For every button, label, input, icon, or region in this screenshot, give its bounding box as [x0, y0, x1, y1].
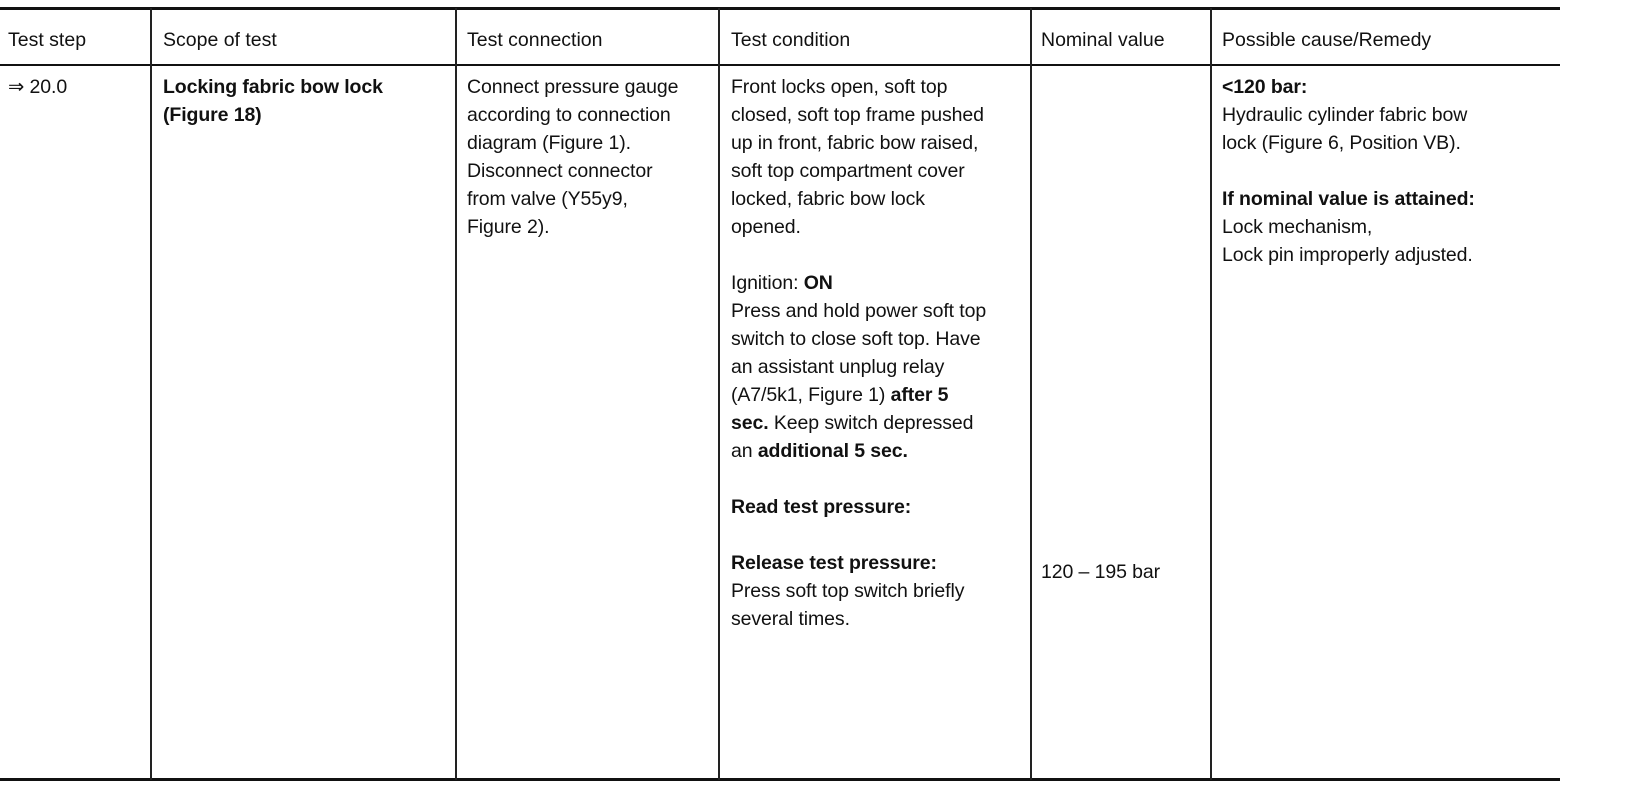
possible-cause-remedy-cell [1222, 73, 1558, 269]
column-separator [1210, 8, 1212, 780]
remedy-line: Hydraulic cylinder fabric bow [1222, 104, 1468, 126]
header-test-step: Test step [8, 29, 87, 51]
header-test-condition: Test condition [731, 29, 851, 51]
condition-line: soft top compartment cover [731, 160, 965, 182]
connection-line: diagram (Figure 1). [467, 132, 631, 154]
column-separator [150, 8, 152, 780]
ignition-line [731, 269, 1031, 297]
scope-title: Locking fabric bow lock [163, 76, 383, 98]
spacer [731, 241, 1031, 269]
column-separator [455, 8, 457, 780]
condition-line: up in front, fabric bow raised, [731, 132, 979, 154]
scope-figure-ref: (Figure 18) [163, 104, 262, 126]
header-divider [0, 64, 1560, 66]
relay-text: (A7/5k1, Figure 1) [731, 384, 891, 406]
spacer [731, 521, 1031, 549]
condition-line: Press and hold power soft top [731, 300, 987, 322]
connection-line: from valve (Y55y9, [467, 188, 628, 210]
additional-line [731, 437, 1031, 465]
header-scope-of-test: Scope of test [163, 29, 277, 51]
sec-unit: sec. [731, 412, 769, 434]
nominal-attained-label: If nominal value is attained: [1222, 188, 1475, 210]
test-connection-cell [467, 73, 717, 241]
release-test-pressure: Release test pressure: [731, 552, 937, 574]
connection-line: according to connection [467, 104, 671, 126]
relay-line [731, 381, 1031, 409]
ignition-value: ON [803, 272, 833, 294]
condition-line: closed, soft top frame pushed [731, 104, 984, 126]
condition-line: opened. [731, 216, 801, 238]
spacer [1222, 157, 1558, 185]
condition-line: Press soft top switch briefly [731, 580, 965, 602]
ignition-label: Ignition: [731, 272, 804, 294]
nominal-value: 120 – 195 bar [1041, 561, 1161, 583]
condition-line: switch to close soft top. Have [731, 328, 981, 350]
remedy-line: Lock mechanism, [1222, 216, 1373, 238]
condition-line: locked, fabric bow lock [731, 188, 925, 210]
condition-line: several times. [731, 608, 850, 630]
connection-line: Disconnect connector [467, 160, 653, 182]
low-pressure-label: <120 bar: [1222, 76, 1308, 98]
condition-line: Front locks open, soft top [731, 76, 948, 98]
remedy-line: Lock pin improperly adjusted. [1222, 244, 1473, 266]
table-top-border [0, 7, 1560, 10]
scope-of-test-cell [163, 73, 448, 129]
connection-line: Connect pressure gauge [467, 76, 679, 98]
keep-switch-line [731, 409, 1031, 437]
additional-time: additional 5 sec. [757, 440, 908, 462]
spacer [731, 465, 1031, 493]
test-step-value: ⇒ 20.0 [8, 76, 68, 98]
connection-line: Figure 2). [467, 216, 550, 238]
keep-switch-text: Keep switch depressed [768, 412, 974, 434]
relay-time: after 5 [890, 384, 949, 406]
header-possible-cause-remedy: Possible cause/Remedy [1222, 29, 1432, 51]
header-test-connection: Test connection [467, 29, 603, 51]
additional-prefix: an [731, 440, 758, 462]
remedy-line: lock (Figure 6, Position VB). [1222, 132, 1461, 154]
test-condition-cell [731, 73, 1031, 633]
table-bottom-border [0, 778, 1560, 781]
column-separator [718, 8, 720, 780]
header-nominal-value: Nominal value [1041, 29, 1165, 51]
condition-line: an assistant unplug relay [731, 356, 945, 378]
read-test-pressure: Read test pressure: [731, 496, 912, 518]
